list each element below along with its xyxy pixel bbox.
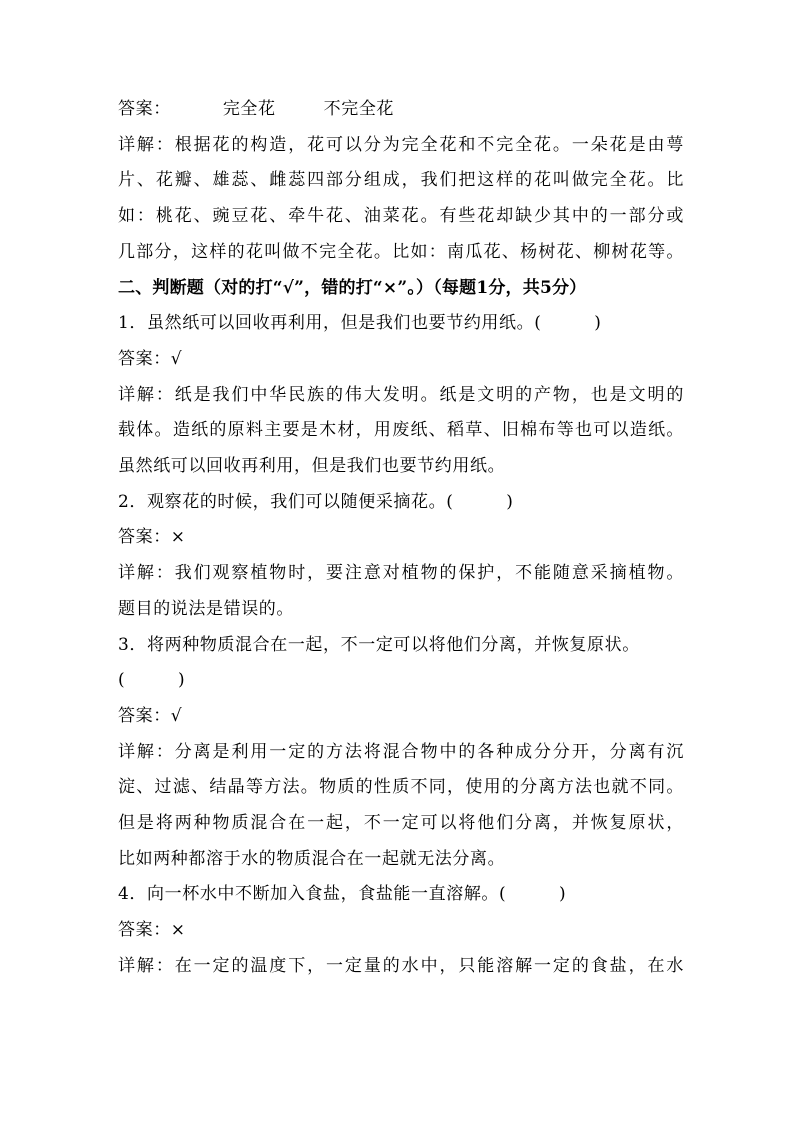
detail-line: 但是将两种物质混合在一起，不一定可以将他们分离，并恢复原状， [118, 813, 684, 834]
detail-line: 题目的说法是错误的。 [118, 598, 294, 619]
detail-line: 片、花瓣、雄蕊、雌蕊四部分组成，我们把这样的花叫做完全花。比 [118, 170, 684, 191]
detail-line: 几部分，这样的花叫做不完全花。比如：南瓜花、杨树花、柳树花等。 [118, 241, 684, 262]
answer-option-incomplete: 不完全花 [323, 99, 395, 119]
section-title: 二、判断题（对的打“√”，错的打“×”。）（每题1分，共5分） [118, 277, 587, 298]
detail-line: 虽然纸可以回收再利用，但是我们也要节约用纸。 [118, 456, 506, 477]
answer-2: 答案：× [118, 527, 186, 548]
document-page [118, 92, 684, 985]
question-3: 3．将两种物质混合在一起，不一定可以将他们分离，并恢复原状。 [118, 634, 640, 655]
answer-option-complete: 完全花 [222, 99, 276, 119]
detail-line: 如：桃花、豌豆花、牵牛花、油菜花。有些花却缺少其中的一部分或 [118, 206, 684, 227]
question-2: 2．观察花的时候，我们可以随便采摘花。( ) [118, 491, 514, 512]
detail-line: 载体。造纸的原料主要是木材，用废纸、稻草、旧棉布等也可以造纸。 [118, 420, 684, 441]
detail-line: 详解：我们观察植物时，要注意对植物的保护，不能随意采摘植物。 [118, 563, 684, 584]
detail-line: 详解：根据花的构造，花可以分为完全花和不完全花。一朵花是由萼 [118, 134, 684, 155]
question-3-blank: ( ) [118, 670, 186, 691]
answer-3: 答案：√ [118, 705, 183, 726]
answer-4: 答案：× [118, 920, 186, 941]
detail-line: 淀、过滤、结晶等方法。物质的性质不同，使用的分离方法也就不同。 [118, 777, 684, 798]
answer-label: 答案： [118, 99, 171, 119]
answer-1: 答案：√ [118, 348, 183, 369]
detail-line: 详解：在一定的温度下，一定量的水中，只能溶解一定的食盐，在水 [118, 955, 684, 976]
question-4: 4．向一杯水中不断加入食盐，食盐能一直溶解。( ) [118, 884, 567, 905]
detail-line: 比如两种都溶于水的物质混合在一起就无法分离。 [118, 848, 506, 869]
detail-line: 详解：纸是我们中华民族的伟大发明。纸是文明的产物，也是文明的 [118, 384, 684, 405]
question-1: 1．虽然纸可以回收再利用，但是我们也要节约用纸。( ) [118, 313, 602, 334]
detail-line: 详解：分离是利用一定的方法将混合物中的各种成分分开，分离有沉 [118, 741, 684, 762]
answer-line [118, 92, 684, 128]
